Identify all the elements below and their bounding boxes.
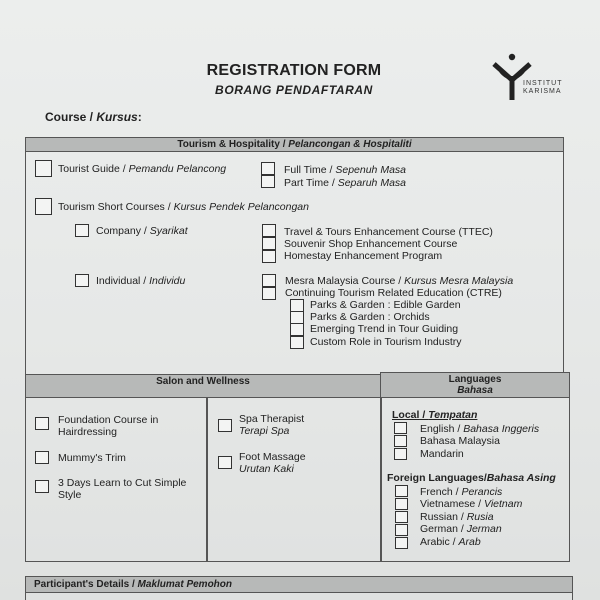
logo-text: INSTITUT KARISMA	[523, 80, 563, 95]
foundation-checkbox[interactable]	[35, 417, 49, 430]
spa-therapist-checkbox[interactable]	[218, 419, 232, 432]
form-subtitle: BORANG PENDAFTARAN	[215, 83, 373, 97]
arabic-checkbox[interactable]	[395, 537, 408, 549]
salon-divider	[206, 398, 208, 562]
ctre-label: Continuing Tourism Related Education (CTRE)	[285, 287, 502, 299]
company-checkbox[interactable]	[75, 224, 89, 237]
company-label: Company / Syarikat	[96, 225, 188, 237]
souvenir-label: Souvenir Shop Enhancement Course	[284, 238, 458, 250]
vietnamese-checkbox[interactable]	[395, 498, 408, 510]
ctre-checkbox[interactable]	[262, 287, 276, 300]
tourist-guide-checkbox[interactable]	[35, 160, 52, 177]
russian-label: Russian / Rusia	[420, 511, 494, 523]
mesra-checkbox[interactable]	[262, 274, 276, 287]
three-days-checkbox[interactable]	[35, 480, 49, 493]
part-time-checkbox[interactable]	[261, 175, 275, 188]
french-checkbox[interactable]	[395, 485, 408, 497]
malay-checkbox[interactable]	[394, 435, 407, 447]
souvenir-checkbox[interactable]	[262, 237, 276, 250]
german-checkbox[interactable]	[395, 524, 408, 536]
languages-divider	[380, 398, 382, 562]
ctre-tour-guiding-checkbox[interactable]	[290, 323, 304, 336]
mummy-trim-checkbox[interactable]	[35, 451, 49, 464]
course-label: Course / Kursus:	[45, 110, 142, 124]
part-time-label: Part Time / Separuh Masa	[284, 177, 406, 189]
ctre-edible-garden-label: Parks & Garden : Edible Garden	[310, 299, 461, 311]
german-label: German / Jerman	[420, 523, 502, 535]
foot-massage-checkbox[interactable]	[218, 456, 232, 469]
homestay-checkbox[interactable]	[262, 250, 276, 263]
tourism-header: Tourism & Hospitality / Pelancongan & Hospitaliti	[25, 137, 564, 152]
languages-header: Languages Bahasa	[380, 372, 570, 398]
form-title: REGISTRATION FORM	[206, 62, 382, 79]
english-checkbox[interactable]	[394, 422, 407, 434]
full-time-checkbox[interactable]	[261, 162, 275, 175]
ttec-checkbox[interactable]	[262, 224, 276, 237]
homestay-label: Homestay Enhancement Program	[284, 250, 443, 262]
ctre-orchids-label: Parks & Garden : Orchids	[310, 311, 430, 323]
mesra-label: Mesra Malaysia Course / Kursus Mesra Malaysia	[285, 275, 514, 287]
foot-massage-label: Foot Massage Urutan Kaki	[239, 451, 306, 475]
foreign-languages-heading: Foreign Languages/Bahasa Asing	[387, 472, 556, 484]
russian-checkbox[interactable]	[395, 511, 408, 523]
individual-label: Individual / Individu	[96, 275, 186, 287]
local-languages-heading: Local / Tempatan	[392, 409, 478, 421]
full-time-label: Full Time / Sepenuh Masa	[284, 164, 406, 176]
tourist-guide-label: Tourist Guide / Pemandu Pelancong	[58, 163, 227, 175]
three-days-label: 3 Days Learn to Cut Simple Style	[58, 477, 187, 501]
arabic-label: Arabic / Arab	[420, 536, 481, 548]
mandarin-label: Mandarin	[420, 448, 464, 460]
salon-header: Salon and Wellness	[25, 374, 381, 398]
ctre-custom-role-checkbox[interactable]	[290, 336, 304, 349]
individual-checkbox[interactable]	[75, 274, 89, 287]
malay-label: Bahasa Malaysia	[420, 435, 500, 447]
short-courses-label: Tourism Short Courses / Kursus Pendek Pelancongan	[58, 201, 309, 213]
ctre-custom-role-label: Custom Role in Tourism Industry	[310, 336, 462, 348]
short-courses-checkbox[interactable]	[35, 198, 52, 215]
foundation-label: Foundation Course in Hairdressing	[58, 414, 159, 438]
participant-header: Participant's Details / Maklumat Pemohon	[25, 576, 573, 593]
mandarin-checkbox[interactable]	[394, 448, 407, 460]
ctre-tour-guiding-label: Emerging Trend in Tour Guiding	[310, 323, 459, 335]
spa-therapist-label: Spa Therapist Terapi Spa	[239, 413, 305, 437]
french-label: French / Perancis	[420, 486, 503, 498]
ttec-label: Travel & Tours Enhancement Course (TTEC)	[284, 226, 493, 238]
mummy-trim-label: Mummy's Trim	[58, 452, 126, 464]
vietnamese-label: Vietnamese / Vietnam	[420, 498, 523, 510]
english-label: English / Bahasa Inggeris	[420, 423, 540, 435]
